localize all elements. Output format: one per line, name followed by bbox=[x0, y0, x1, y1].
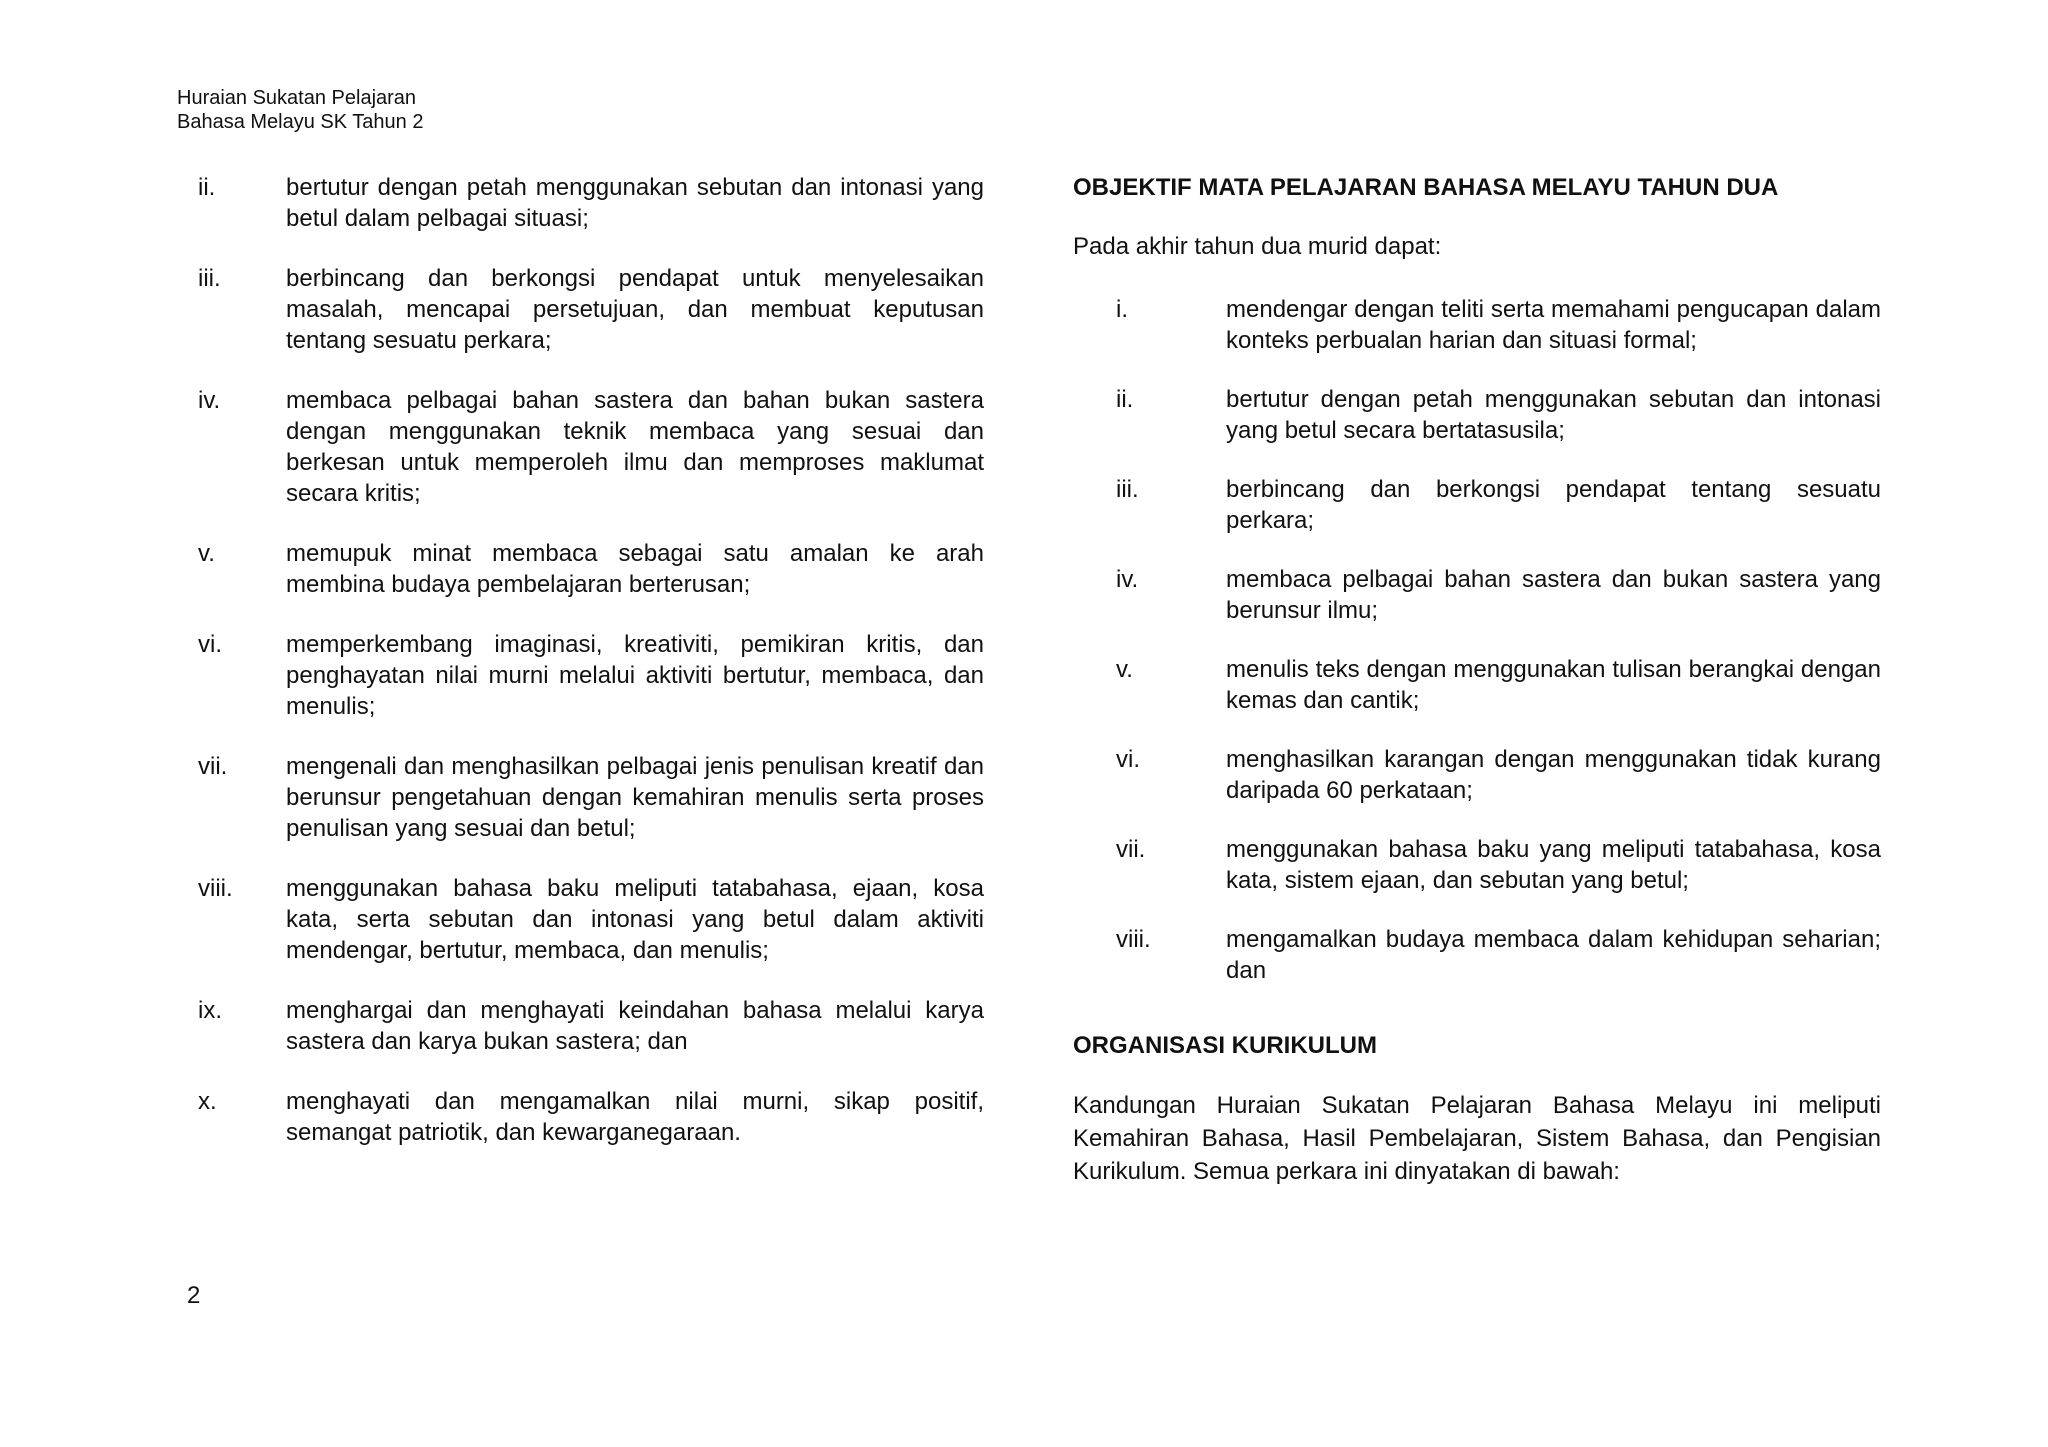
list-item bbox=[198, 629, 984, 722]
item-text: mendengar dengan teliti serta memahami pengucapan dalam konteks perbualan harian dan situasi formal; bbox=[1226, 296, 1881, 354]
item-number: iv. bbox=[198, 387, 221, 414]
item-number: v. bbox=[198, 540, 215, 567]
item-text: menghargai dan menghayati keindahan bahasa melalui karya sastera dan karya bukan sastera; dan bbox=[286, 997, 984, 1055]
item-number: ii. bbox=[198, 174, 216, 201]
item-text: mengenali dan menghasilkan pelbagai jenis penulisan kreatif dan berunsur pengetahuan dengan kemahiran menulis serta proses penulisan yang sesuai dan betul; bbox=[286, 753, 984, 842]
item-number: vii. bbox=[198, 753, 228, 780]
item-number: viii. bbox=[1116, 926, 1151, 953]
item-text: membaca pelbagai bahan sastera dan bukan sastera yang berunsur ilmu; bbox=[1226, 566, 1881, 624]
organisation-heading: ORGANISASI KURIKULUM bbox=[1073, 1032, 1377, 1059]
item-text: memperkembang imaginasi, kreativiti, pemikiran kritis, dan penghayatan nilai murni melalui aktiviti bertutur, membaca, dan menulis; bbox=[286, 631, 984, 720]
item-text: berbincang dan berkongsi pendapat untuk menyelesaikan masalah, mencapai persetujuan, dan membuat keputusan tentang sesuatu perkara; bbox=[286, 265, 984, 354]
objective-heading: OBJEKTIF MATA PELAJARAN BAHASA MELAYU TAHUN DUA bbox=[1073, 174, 1779, 201]
header-line-1: Huraian Sukatan Pelajaran bbox=[177, 87, 417, 109]
organisation-paragraph: Kandungan Huraian Sukatan Pelajaran Bahasa Melayu ini meliputi Kemahiran Bahasa, Hasil Pembelajaran, Sistem Bahasa, dan Pengisian Kurikulum. Semua perkara ini dinyatakan di bawah: bbox=[1073, 1092, 1881, 1185]
objective-intro: Pada akhir tahun dua murid dapat: bbox=[1073, 233, 1442, 260]
list-item bbox=[1116, 474, 1881, 536]
right-column bbox=[1073, 172, 1881, 1188]
item-text: bertutur dengan petah menggunakan sebutan dan intonasi yang betul secara bertatasusila; bbox=[1226, 386, 1881, 444]
item-number: i. bbox=[1116, 296, 1128, 323]
list-item bbox=[1116, 924, 1881, 986]
item-text: berbincang dan berkongsi pendapat tentang sesuatu perkara; bbox=[1226, 476, 1881, 534]
item-text: bertutur dengan petah menggunakan sebutan dan intonasi yang betul dalam pelbagai situasi; bbox=[286, 174, 984, 232]
list-item bbox=[198, 873, 984, 966]
item-text: membaca pelbagai bahan sastera dan bahan bukan sastera dengan menggunakan teknik membaca yang sesuai dan berkesan untuk memperoleh ilmu dan memproses maklumat secara kritis; bbox=[286, 387, 984, 507]
list-item bbox=[1116, 294, 1881, 356]
item-number: ii. bbox=[1116, 386, 1134, 413]
list-item bbox=[198, 1086, 984, 1148]
item-number: v. bbox=[1116, 656, 1133, 683]
left-column bbox=[198, 172, 984, 1177]
item-text: menulis teks dengan menggunakan tulisan berangkai dengan kemas dan cantik; bbox=[1226, 656, 1881, 714]
item-text: menghasilkan karangan dengan menggunakan tidak kurang daripada 60 perkataan; bbox=[1226, 746, 1881, 804]
item-text: menghayati dan mengamalkan nilai murni, sikap positif, semangat patriotik, dan kewarganegaraan. bbox=[286, 1088, 984, 1146]
list-item bbox=[1116, 654, 1881, 716]
item-text: memupuk minat membaca sebagai satu amalan ke arah membina budaya pembelajaran berterusan; bbox=[286, 540, 984, 598]
list-item bbox=[198, 385, 984, 509]
item-number: vii. bbox=[1116, 836, 1146, 863]
list-item bbox=[1116, 384, 1881, 446]
list-item bbox=[198, 172, 984, 234]
item-text: menggunakan bahasa baku yang meliputi tatabahasa, kosa kata, sistem ejaan, dan sebutan yang betul; bbox=[1226, 836, 1881, 894]
page-number: 2 bbox=[187, 1282, 201, 1309]
item-number: iii. bbox=[1116, 476, 1139, 503]
header-line-2: Bahasa Melayu SK Tahun 2 bbox=[177, 111, 424, 133]
list-item bbox=[198, 538, 984, 600]
item-number: vi. bbox=[198, 631, 222, 658]
item-text: menggunakan bahasa baku meliputi tatabahasa, ejaan, kosa kata, serta sebutan dan intonasi yang betul dalam aktiviti mendengar, bertutur, membaca, dan menulis; bbox=[286, 875, 984, 964]
list-item bbox=[1116, 744, 1881, 806]
item-number: x. bbox=[198, 1088, 217, 1115]
list-item bbox=[1116, 834, 1881, 896]
item-number: iv. bbox=[1116, 566, 1139, 593]
list-item bbox=[198, 995, 984, 1057]
document-header bbox=[177, 86, 423, 134]
list-item bbox=[198, 751, 984, 844]
item-number: ix. bbox=[198, 997, 222, 1024]
item-number: vi. bbox=[1116, 746, 1140, 773]
list-item bbox=[1116, 564, 1881, 626]
item-number: iii. bbox=[198, 265, 221, 292]
item-text: mengamalkan budaya membaca dalam kehidupan seharian; dan bbox=[1226, 926, 1881, 984]
item-number: viii. bbox=[198, 875, 233, 902]
list-item bbox=[198, 263, 984, 356]
